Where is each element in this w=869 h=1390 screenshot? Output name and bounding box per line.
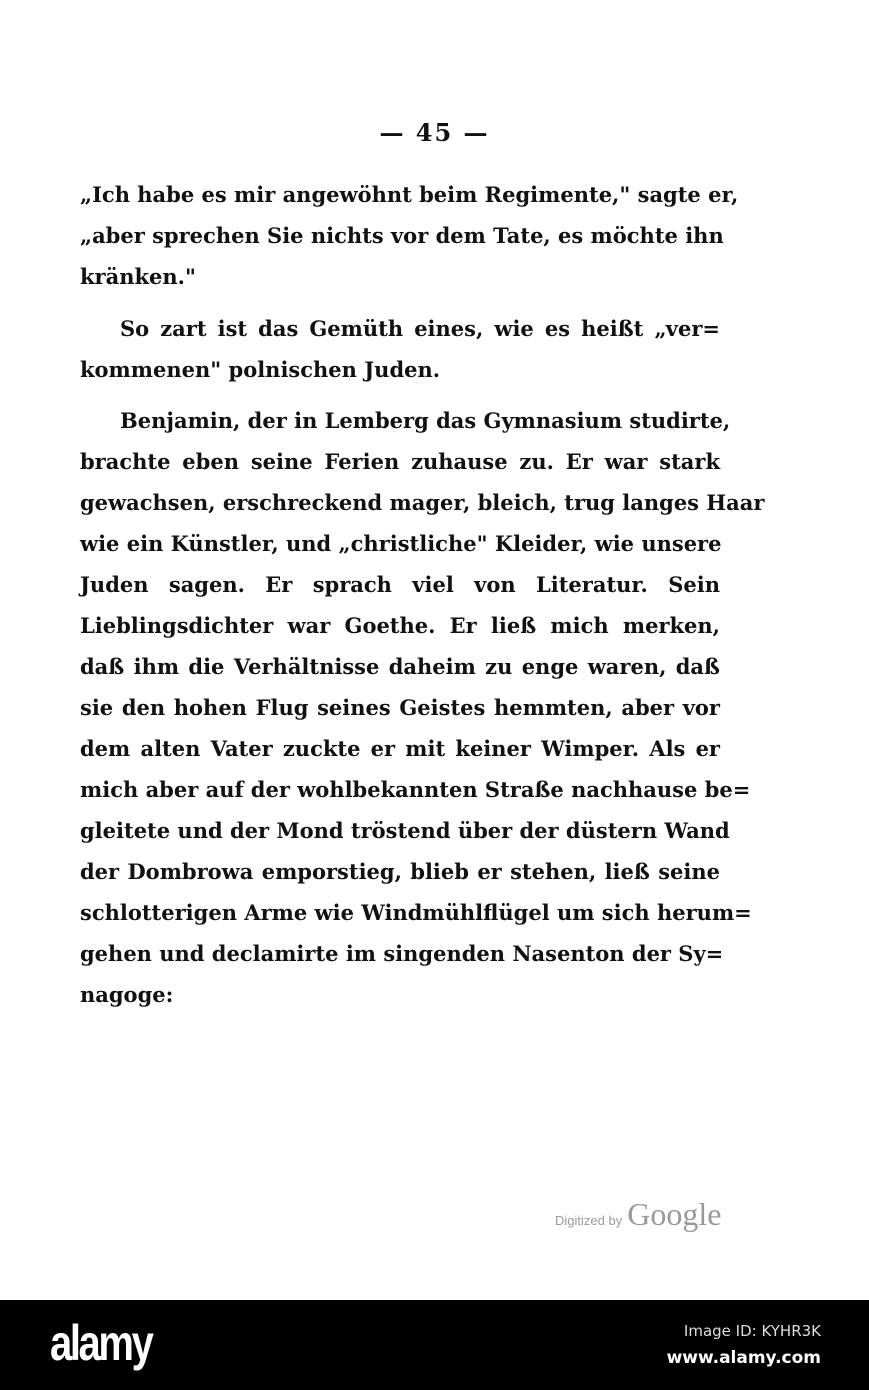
page-number: — 45 — [379, 118, 490, 147]
image-id: Image ID: KYHR3K [683, 1322, 821, 1340]
text-line: Juden sagen. Er sprach viel von Literatur. Sein [80, 572, 720, 597]
watermark-brand: Google [627, 1196, 722, 1232]
alamy-logo: alamy [50, 1315, 152, 1371]
text-line: brachte eben seine Ferien zuhause zu. Er war stark [80, 449, 720, 474]
text-line: kommenen" polnischen Juden. [80, 357, 441, 382]
text-line: Benjamin, der in Lemberg das Gymnasium studirte, [120, 408, 731, 433]
text-line: mich aber auf der wohlbekannten Straße nachhause be= [80, 777, 751, 802]
text-line: der Dombrowa emporstieg, blieb er stehen, ließ seine [80, 859, 720, 884]
text-line: nagoge: [80, 982, 174, 1007]
text-line: gleitete und der Mond tröstend über der düstern Wand [80, 818, 730, 843]
text-line: kränken." [80, 264, 196, 289]
google-watermark [555, 1196, 722, 1233]
alamy-url[interactable]: www.alamy.com [666, 1348, 821, 1368]
text-line: gehen und declamirte im singenden Nasenton der Sy= [80, 941, 724, 966]
text-line: gewachsen, erschreckend mager, bleich, trug langes Haar [80, 490, 765, 515]
text-line: „Ich habe es mir angewöhnt beim Regimente," sagte er, [80, 182, 739, 207]
watermark-prefix: Digitized by [555, 1213, 623, 1228]
text-line: dem alten Vater zuckte er mit keiner Wimper. Als er [80, 736, 720, 761]
text-line: So zart ist das Gemüth eines, wie es heißt „ver= [120, 316, 720, 341]
text-line: sie den hohen Flug seines Geistes hemmten, aber vor [80, 695, 720, 720]
text-line: schlotterigen Arme wie Windmühlflügel um sich herum= [80, 900, 752, 925]
text-line: daß ihm die Verhältnisse daheim zu enge waren, daß [80, 654, 720, 679]
text-line: wie ein Künstler, und „christliche" Kleider, wie unsere [80, 531, 722, 556]
alamy-footer-bar [0, 1300, 869, 1390]
text-line: „aber sprechen Sie nichts vor dem Tate, es möchte ihn [80, 223, 724, 248]
text-line: Lieblingsdichter war Goethe. Er ließ mich merken, [80, 613, 720, 638]
